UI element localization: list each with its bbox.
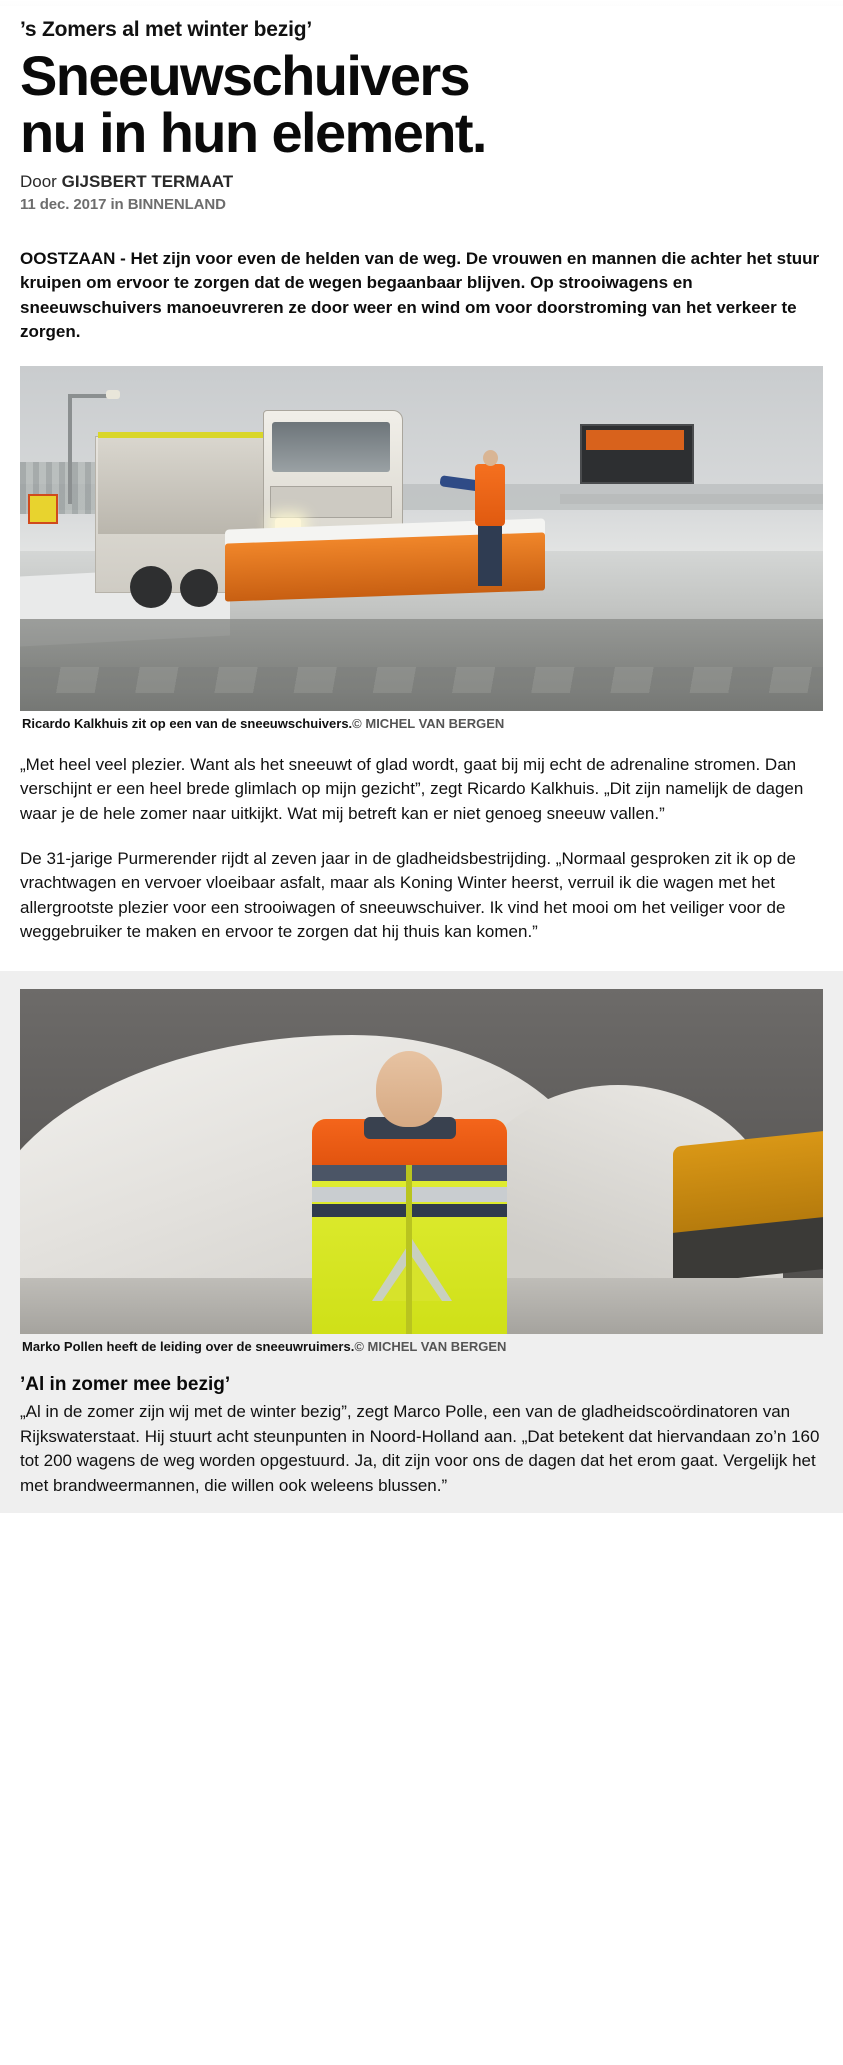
caption-text-1: Ricardo Kalkhuis zit op een van de sneeuwschuivers. xyxy=(22,715,353,731)
article-subhead: ’Al in zomer mee bezig’ xyxy=(20,1374,231,1396)
byline-prefix: Door xyxy=(20,172,57,192)
photo1-truck-wheel-front xyxy=(180,569,218,607)
photo-coordinator xyxy=(20,989,823,1334)
photo1-worker-safety-vest xyxy=(475,464,505,526)
figure-coordinator xyxy=(20,989,823,1356)
photo1-road-sign xyxy=(28,494,58,524)
photo-snowplough xyxy=(20,366,823,711)
byline-author[interactable]: GIJSBERT TERMAAT xyxy=(61,172,234,192)
photo1-guardrail xyxy=(560,494,823,504)
photo2-jacket-zipper xyxy=(406,1165,412,1334)
photo1-truck-windshield xyxy=(272,422,390,472)
figure-caption-2 xyxy=(20,1334,823,1356)
photo1-slush xyxy=(20,667,823,693)
page-top-edge xyxy=(0,0,843,6)
figure-caption-1 xyxy=(20,711,823,733)
caption-text-2: Marko Pollen heeft de leiding over de sneeuwruimers. xyxy=(22,1339,355,1355)
photo-credit-1: © MICHEL VAN BERGEN xyxy=(352,715,505,731)
article-paragraph-3: „Al in de zomer zijn wij met de winter bezig”, zegt Marco Polle, een van de gladheidscoördinatoren van Rijkswaterstaat. Hij stuurt acht steunpunten in Noord-Holland aan. „Dat betekent dat hiervandaan zo’n 160 tot 200 wagens de weg worden opgestuurd. Ja, dit zijn voor ons de dagen dat het erom gaat. Vergelijk het met brandweermannen, die willen ook weleens blussen.” xyxy=(20,1402,820,1495)
figure-band xyxy=(0,971,843,1512)
headline-line-2: nu in hun element. xyxy=(20,101,486,165)
photo-credit-2: © MICHEL VAN BERGEN xyxy=(354,1339,507,1355)
photo1-truck-tipper xyxy=(98,432,273,534)
headline-line-1: Sneeuwschuivers xyxy=(20,44,470,108)
publish-date: 11 dec. 2017 xyxy=(20,196,107,214)
figure-snowplough xyxy=(20,366,823,733)
dateline-in: in xyxy=(110,196,124,214)
photo2-jacket-triangle-inner xyxy=(382,1257,442,1301)
photo1-billboard-panel xyxy=(586,430,684,450)
photo1-worker-head xyxy=(483,450,498,466)
photo1-streetlamp xyxy=(106,390,120,399)
article-paragraph-2: De 31-jarige Purmerender rijdt al zeven jaar in de gladheidsbestrijding. „Normaal gesproken zit ik op de vrachtwagen en vervoer vloeibaar asfalt, maar als Koning Winter heerst, verruil ik die wagen met het allergrootste plezier voor een strooiwagen of sneeuwschuiver. Ik vind het mooi om het veiliger voor de weggebruiker te maken en ervoor te zorgen dat hij thuis kan komen.” xyxy=(20,848,796,942)
article-paragraph-1: „Met heel veel plezier. Want als het sneeuwt of glad wordt, gaat bij mij echt de adrenaline stromen. Dan verschijnt er een heel brede glimlach op mijn gezicht”, zegt Ricardo Kalkhuis. „Dit zijn namelijk de dagen waar je de hele zomer naar uitkijkt. Wat mij betreft kan er niet genoeg sneeuw vallen.” xyxy=(20,754,804,823)
photo1-worker-legs xyxy=(478,524,502,586)
byline xyxy=(20,171,823,194)
photo1-truck-grille xyxy=(270,486,392,518)
dateline xyxy=(20,196,823,213)
photo2-person-head xyxy=(376,1051,442,1127)
photo1-lamppost-arm xyxy=(68,394,108,398)
article-kicker: ’s Zomers al met winter bezig’ xyxy=(20,18,312,41)
article-intro: OOSTZAAN - Het zijn voor even de helden van de weg. De vrouwen en mannen die achter het stuur kruipen om ervoor te zorgen dat de wegen begaanbaar blijven. Op strooiwagens en sneeuwschuivers manoeuvreren ze door weer en wind om voor doorstroming van het verkeer te zorgen. xyxy=(20,249,820,341)
photo1-truck-wheel-rear xyxy=(130,566,172,608)
page-title xyxy=(20,44,823,165)
photo1-lamppost xyxy=(68,394,72,504)
photo1-wet-road xyxy=(20,619,823,711)
section-label[interactable]: BINNENLAND xyxy=(127,196,226,214)
